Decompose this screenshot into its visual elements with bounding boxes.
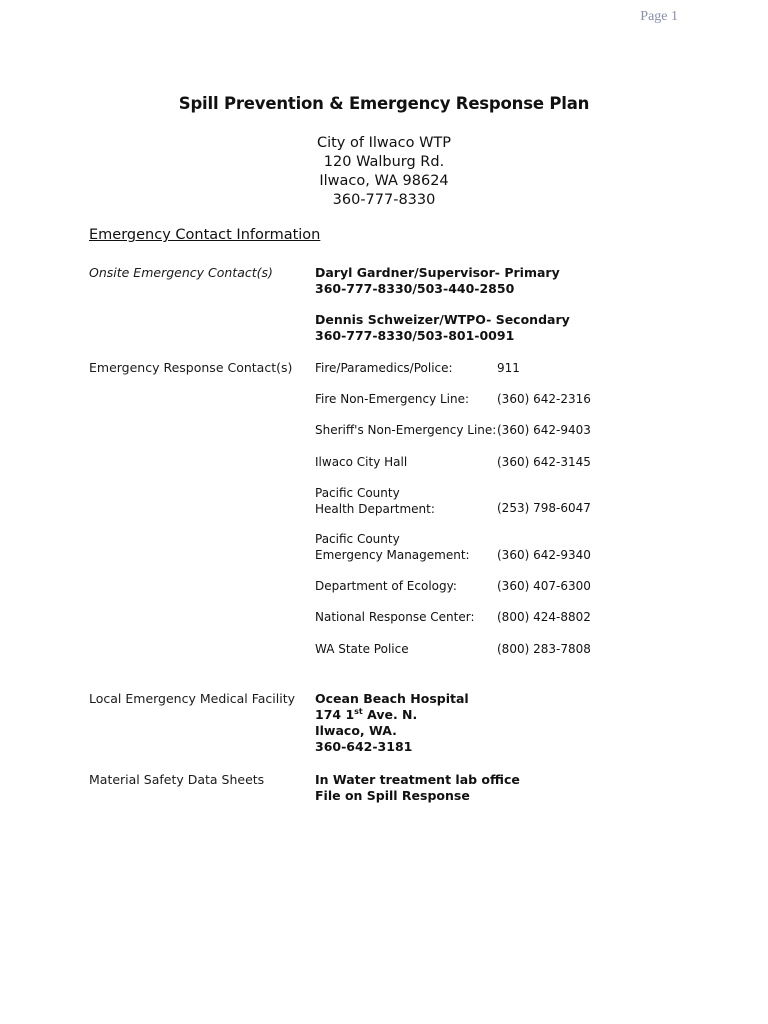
response-contact-name: National Response Center:	[315, 610, 475, 624]
address-line-phone: 360-777-8330	[332, 192, 436, 208]
secondary-contact-name: Dennis Schweizer/WTPO- Secondary	[315, 312, 570, 327]
response-contact-phone: (253) 798-6047	[497, 501, 591, 515]
primary-contact-name: Daryl Gardner/Supervisor- Primary	[315, 265, 560, 280]
secondary-contact-phone: 360-777-8330/503-801-0091	[315, 328, 515, 343]
primary-contact-phone: 360-777-8330/503-440-2850	[315, 281, 515, 296]
response-contact-name-multiline	[315, 532, 470, 563]
response-contact-phone: (360) 642-2316	[497, 392, 591, 406]
response-contacts-label: Emergency Response Contact(s)	[89, 360, 293, 375]
msds-label: Material Safety Data Sheets	[89, 772, 265, 787]
document-title: Spill Prevention & Emergency Response Plan	[178, 94, 590, 113]
response-contact-name: Fire/Paramedics/Police:	[315, 361, 453, 375]
hospital-name: Ocean Beach Hospital	[315, 691, 469, 706]
response-contact-phone: (360) 642-9340	[497, 548, 591, 562]
response-contact-name-multiline	[315, 486, 435, 517]
street-ordinal: st	[354, 706, 363, 716]
onsite-primary-contact	[315, 265, 560, 297]
response-contact-name: Department of Ecology:	[315, 579, 457, 593]
section-heading: Emergency Contact Information	[89, 227, 321, 243]
response-contact-phone: (800) 424-8802	[497, 610, 591, 624]
onsite-secondary-contact	[315, 312, 570, 344]
address-line-street: 120 Walburg Rd.	[323, 154, 445, 170]
address-line-city: Ilwaco, WA 98624	[319, 173, 449, 189]
medical-facility-label: Local Emergency Medical Facility	[89, 691, 295, 706]
response-contact-name-line: Pacific County	[315, 486, 400, 500]
response-contact-name-line: Emergency Management:	[315, 547, 470, 562]
msds-location	[315, 772, 520, 804]
response-contact-phone: (360) 407-6300	[497, 579, 591, 593]
medical-facility-details	[315, 691, 469, 755]
hospital-phone: 360-642-3181	[315, 739, 413, 754]
response-contact-name-line: Pacific County	[315, 532, 400, 546]
response-contact-name: Ilwaco City Hall	[315, 455, 408, 469]
facility-address	[0, 134, 768, 210]
hospital-city: Ilwaco, WA.	[315, 723, 397, 738]
address-line-facility: City of Ilwaco WTP	[316, 135, 452, 151]
response-contact-phone: (800) 283-7808	[497, 642, 591, 656]
response-contact-name: Sheriff's Non-Emergency Line:	[315, 423, 497, 437]
response-contact-phone: 911	[497, 361, 520, 375]
street-number: 174 1	[315, 707, 355, 722]
msds-location-line: File on Spill Response	[315, 788, 470, 803]
response-contact-phone: (360) 642-3145	[497, 455, 591, 469]
onsite-contacts-label: Onsite Emergency Contact(s)	[89, 265, 273, 280]
response-contact-name: Fire Non-Emergency Line:	[315, 392, 470, 406]
msds-location-line: In Water treatment lab office	[315, 772, 520, 787]
response-contact-phone: (360) 642-9403	[497, 423, 591, 437]
response-contact-name: WA State Police	[315, 642, 409, 656]
page-number: Page 1	[640, 9, 678, 24]
street-name: Ave. N.	[362, 707, 418, 722]
hospital-street	[315, 707, 469, 723]
response-contact-name-line: Health Department:	[315, 501, 435, 516]
